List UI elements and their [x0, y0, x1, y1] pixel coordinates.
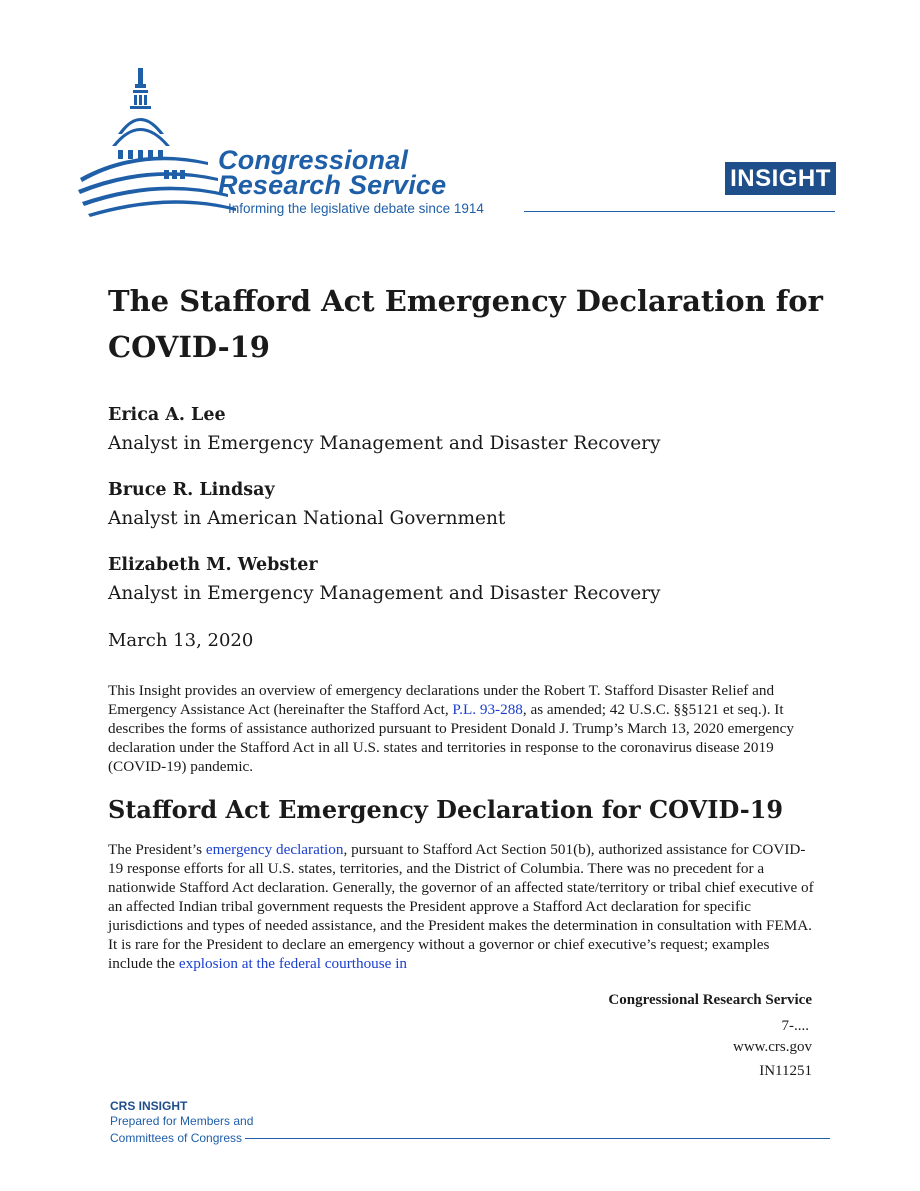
publication-date: March 13, 2020 [108, 630, 254, 651]
prepared-for-line1: Prepared for Members and [110, 1114, 254, 1128]
footer-website[interactable]: www.crs.gov [732, 1039, 812, 1055]
author-role: Analyst in Emergency Management and Disaster Recovery [108, 583, 661, 604]
capitol-dome-logo [78, 66, 238, 218]
courthouse-explosion-link[interactable]: explosion at the federal courthouse in [178, 955, 408, 972]
footer-divider [245, 1138, 830, 1139]
org-name-line1: Congressional [218, 145, 409, 175]
prepared-for-line2: Committees of Congress [110, 1131, 243, 1145]
footer-report-number: 7-.... [781, 1018, 809, 1034]
summary-text: , as amended; 42 U.S.C. §§5121 et seq.). It describes the forms of assistance authorized pursuant to President Donald J. Trump’s March 13, 2020 emergency declaration under the Stafford Act in all U.S. states and territories in response to the coronavirus disease 2019 (COVID-19) pandemic. [108, 701, 794, 775]
footer-org-name: Congressional Research Service [608, 992, 812, 1008]
pl-93-288-link[interactable]: P.L. 93-288 [452, 701, 523, 718]
crs-insight-label: CRS INSIGHT [110, 1099, 188, 1113]
body-paragraph [108, 840, 814, 973]
page-title: The Stafford Act Emergency Declaration for COVID-19 [108, 284, 823, 364]
body-text: The President’s [108, 841, 206, 858]
author-role: Analyst in American National Government [108, 508, 506, 529]
org-tagline: Informing the legislative debate since 1914 [228, 201, 484, 216]
emergency-declaration-link[interactable]: emergency declaration [205, 841, 344, 858]
org-name-line2: Research Service [218, 170, 447, 200]
body-text: , pursuant to Stafford Act Section 501(b), authorized assistance for COVID-19 response efforts for all U.S. states, territories, and the District of Columbia. There was no precedent for a nationwide Stafford Act declaration. Generally, the governor of an affected state/territory or tribal chief executive of an affected Indian tribal government requests the President approve a Stafford Act declaration for specific jurisdictions and types of needed assistance, and the President makes the determination in consultation with FEMA. It is rare for the President to declare an emergency without a governor or chief executive’s request; examples include the [108, 841, 814, 972]
author-role: Analyst in Emergency Management and Disaster Recovery [108, 433, 661, 454]
section-heading: Stafford Act Emergency Declaration for COVID-19 [108, 795, 784, 824]
author-name: Elizabeth M. Webster [108, 555, 318, 575]
summary-text: This Insight provides an overview of emergency declarations under the Robert T. Stafford Disaster Relief and Emergency Assistance Act (hereinafter the Stafford Act, [108, 682, 775, 718]
footer-report-id: IN11251 [759, 1063, 812, 1079]
summary-paragraph [108, 681, 816, 776]
insight-badge: INSIGHT [725, 162, 836, 195]
author-name: Erica A. Lee [108, 405, 226, 425]
author-name: Bruce R. Lindsay [108, 480, 275, 500]
header-divider [524, 211, 835, 212]
